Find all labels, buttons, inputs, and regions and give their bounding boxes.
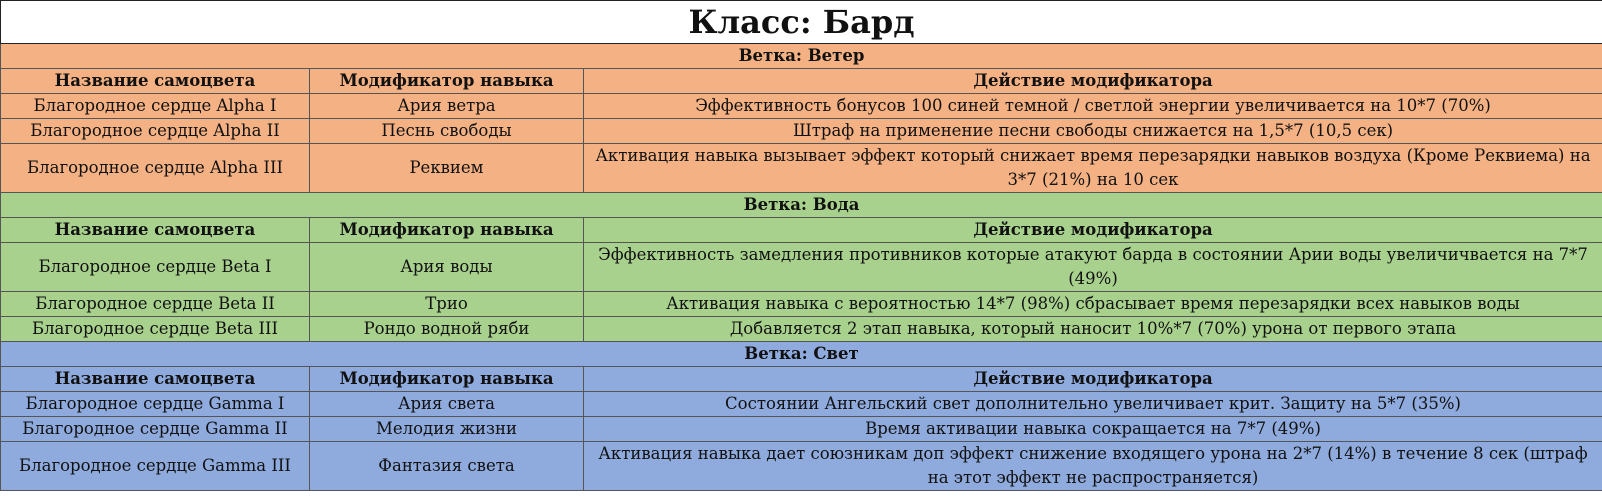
effect-cell: Активация навыка дает союзникам доп эффект снижение входящего урона на 2*7 (14%) в течение 8 сек (штраф на этот эффект не распространяется) bbox=[584, 442, 1602, 491]
branch-row-light bbox=[1, 342, 1602, 367]
skill-cell: Трио bbox=[310, 292, 584, 317]
effect-cell: Активация навыка вызывает эффект который снижает время перезарядки навыков воздуха (Кроме Реквиема) на 3*7 (21%) на 10 сек bbox=[584, 144, 1602, 193]
effect-cell: Время активации навыка сокращается на 7*7 (49%) bbox=[584, 417, 1602, 442]
table-row bbox=[1, 317, 1602, 342]
table-row bbox=[1, 243, 1602, 292]
column-header-gem: Название самоцвета bbox=[1, 218, 310, 243]
gem-name-cell: Благородное сердце Gamma III bbox=[1, 442, 310, 491]
table-row bbox=[1, 94, 1602, 119]
page-title: Класс: Бард bbox=[1, 1, 1602, 44]
table-row bbox=[1, 119, 1602, 144]
skill-cell: Ария ветра bbox=[310, 94, 584, 119]
column-header-gem: Название самоцвета bbox=[1, 367, 310, 392]
effect-cell: Состоянии Ангельский свет дополнительно увеличивает крит. Защиту на 5*7 (35%) bbox=[584, 392, 1602, 417]
effect-cell: Штраф на применение песни свободы снижается на 1,5*7 (10,5 сек) bbox=[584, 119, 1602, 144]
gem-name-cell: Благородное сердце Alpha I bbox=[1, 94, 310, 119]
branch-title-light: Ветка: Свет bbox=[1, 342, 1602, 367]
branch-title-wind: Ветка: Ветер bbox=[1, 44, 1602, 69]
gem-name-cell: Благородное сердце Alpha II bbox=[1, 119, 310, 144]
skill-cell: Ария света bbox=[310, 392, 584, 417]
effect-cell: Добавляется 2 этап навыка, который наносит 10%*7 (70%) урона от первого этапа bbox=[584, 317, 1602, 342]
skill-cell: Реквием bbox=[310, 144, 584, 193]
gem-name-cell: Благородное сердце Gamma I bbox=[1, 392, 310, 417]
gem-name-cell: Благородное сердце Beta I bbox=[1, 243, 310, 292]
header-row-light bbox=[1, 367, 1602, 392]
gem-name-cell: Благородное сердце Beta II bbox=[1, 292, 310, 317]
skill-cell: Мелодия жизни bbox=[310, 417, 584, 442]
column-header-effect: Действие модификатора bbox=[584, 69, 1602, 94]
effect-cell: Эффективность бонусов 100 синей темной / светлой энергии увеличивается на 10*7 (70%) bbox=[584, 94, 1602, 119]
branch-title-water: Ветка: Вода bbox=[1, 193, 1602, 218]
effect-cell: Активация навыка с вероятностью 14*7 (98%) сбрасывает время перезарядки всех навыков воды bbox=[584, 292, 1602, 317]
column-header-skill: Модификатор навыка bbox=[310, 367, 584, 392]
skill-cell: Рондо водной ряби bbox=[310, 317, 584, 342]
column-header-gem: Название самоцвета bbox=[1, 69, 310, 94]
table-row bbox=[1, 417, 1602, 442]
table-row bbox=[1, 292, 1602, 317]
skill-cell: Песнь свободы bbox=[310, 119, 584, 144]
column-header-skill: Модификатор навыка bbox=[310, 218, 584, 243]
column-header-skill: Модификатор навыка bbox=[310, 69, 584, 94]
branch-row-water bbox=[1, 193, 1602, 218]
gem-name-cell: Благородное сердце Alpha III bbox=[1, 144, 310, 193]
gem-name-cell: Благородное сердце Gamma II bbox=[1, 417, 310, 442]
effect-cell: Эффективность замедления противников которые атакуют барда в состоянии Арии воды увеличичвается на 7*7 (49%) bbox=[584, 243, 1602, 292]
skill-cell: Фантазия света bbox=[310, 442, 584, 491]
column-header-effect: Действие модификатора bbox=[584, 218, 1602, 243]
header-row-water bbox=[1, 218, 1602, 243]
column-header-effect: Действие модификатора bbox=[584, 367, 1602, 392]
title-row bbox=[1, 1, 1602, 44]
table-row bbox=[1, 144, 1602, 193]
table-row bbox=[1, 392, 1602, 417]
gem-name-cell: Благородное сердце Beta III bbox=[1, 317, 310, 342]
branch-row-wind bbox=[1, 44, 1602, 69]
skill-cell: Ария воды bbox=[310, 243, 584, 292]
table-row bbox=[1, 442, 1602, 491]
header-row-wind bbox=[1, 69, 1602, 94]
